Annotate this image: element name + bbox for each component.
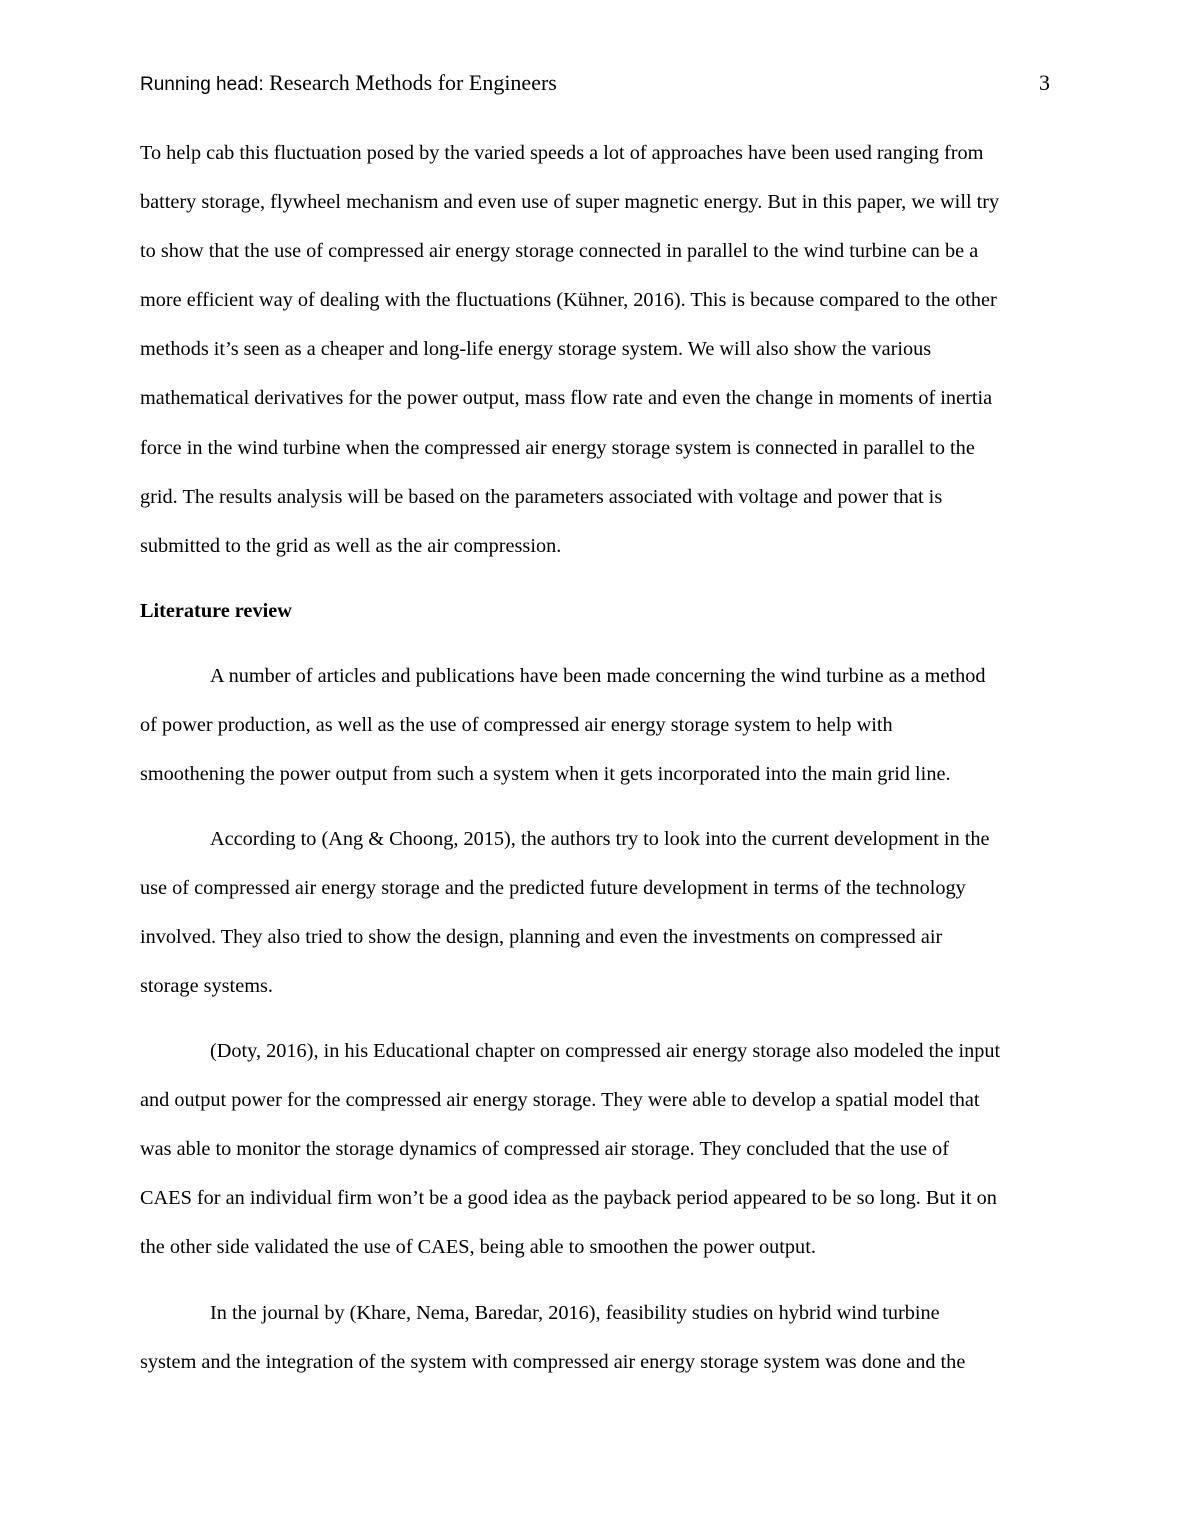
paragraph-lit-1 [140,652,1050,799]
text-line: smoothening the power output from such a system when it gets incorporated into the main grid line. [140,763,951,786]
text-line: storage systems. [140,975,273,998]
text-line: was able to monitor the storage dynamics of compressed air storage. They concluded that the use of [140,1138,949,1161]
paragraph-lit-3 [140,1027,1050,1272]
text-line: and output power for the compressed air energy storage. They were able to develop a spatial model that [140,1089,980,1112]
text-line: A number of articles and publications have been made concerning the wind turbine as a method [210,665,986,687]
paragraph-lit-2 [140,815,1050,1011]
section-heading: Literature review [140,600,292,622]
text-line: In the journal by (Khare, Nema, Baredar, 2016), feasibility studies on hybrid wind turbine [210,1302,940,1324]
text-line: involved. They also tried to show the design, planning and even the investments on compressed air [140,926,943,949]
text-line: use of compressed air energy storage and the predicted future development in terms of the technology [140,877,966,900]
text-line: the other side validated the use of CAES, being able to smoothen the power output. [140,1236,816,1259]
text-line: grid. The results analysis will be based on the parameters associated with voltage and power that is [140,485,943,508]
text-line: (Doty, 2016), in his Educational chapter on compressed air energy storage also modeled the input [210,1040,1001,1062]
running-head-title: Research Methods for Engineers [269,70,557,95]
text-line: to show that the use of compressed air energy storage connected in parallel to the wind turbine can be a [140,240,979,263]
text-line: battery storage, flywheel mechanism and even use of super magnetic energy. But in this paper, we will try [140,191,1000,214]
text-line: methods it’s seen as a cheaper and long-life energy storage system. We will also show the various [140,338,932,361]
text-line: According to (Ang & Choong, 2015), the authors try to look into the current development in the [210,828,990,850]
text-line: submitted to the grid as well as the air compression. [140,534,562,557]
text-line: more efficient way of dealing with the fluctuations (Kühner, 2016). This is because compared to the other [140,289,997,312]
text-line: To help cab this fluctuation posed by the varied speeds a lot of approaches have been used ranging from [140,142,984,164]
text-line: CAES for an individual firm won’t be a good idea as the payback period appeared to be so long. But it on [140,1187,997,1210]
page-number: 3 [1039,70,1050,95]
running-head-label: Running head: [140,74,264,95]
text-line: of power production, as well as the use of compressed air energy storage system to help with [140,714,893,737]
text-line: system and the integration of the system with compressed air energy storage system was done and the [140,1351,966,1374]
text-line: force in the wind turbine when the compressed air energy storage system is connected in parallel to the [140,436,975,459]
paragraph-intro [140,129,1050,571]
running-header [140,68,1050,98]
text-line: mathematical derivatives for the power output, mass flow rate and even the change in moments of inertia [140,387,993,410]
paragraph-lit-4 [140,1289,1050,1387]
